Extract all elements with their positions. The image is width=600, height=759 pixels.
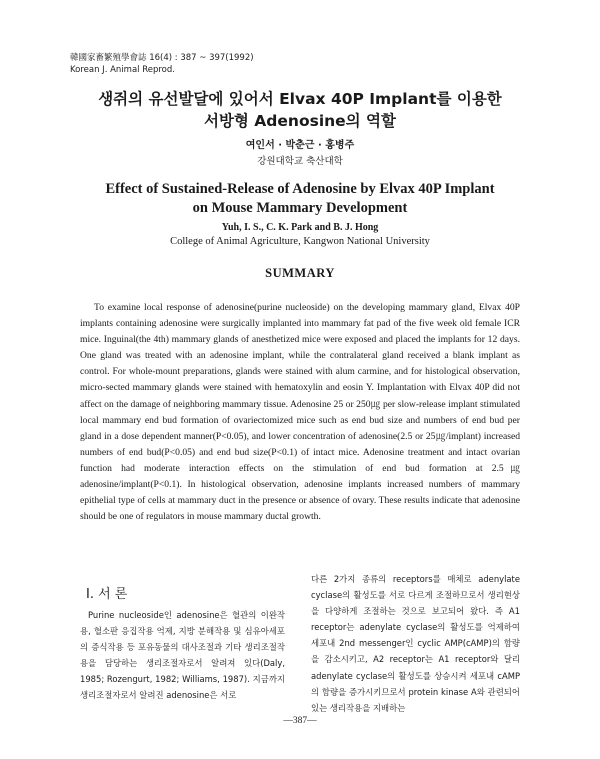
korean-authors: 여인서 · 박춘근 · 홍병주	[245, 140, 355, 151]
summary-text: To examine local response of adenosine(purine nucleoside) on the developing mammary gland, Elvax 40P implants containing adenosine were surgically implanted into mammary fat pad of the five week old female ICR mice. Inguinal(the 4th) mammary glands of anesthetized mice were exposed and placed the implants for 12 days. One gland was treated with an adenosine implant, while the contralateral gland received a blank implant as control. For whole-mount preparations, glands were stained with alum carmine, and for histological observation, micro-sected mammary glands were stained with hematoxylin and eosin Y. Implantation with Elvax 40P did not affect on the damage of neighboring mammary tissue. Adenosine 25 or 250㎍ per slow-release implant stimulated local mammary end bud formation of ovariectomized mice such as end bud size and numbers of end bud per gland in a dose dependent manner(P<0.05), and lower concentration of adenosine(2.5 or 25㎍/implant) increased numbers of end bud(P<0.05) and end bud size(P<0.1) of intact mice. Adenosine treatment and intact ovarian function had moderate interaction effects on the stimulation of end bud formation at 2.5㎍ adenosine/implant(P<0.1). In histological observation, adenosine implants increased numbers of mammary epithelial type of cells at mammary duct in the presence or absence of ovary. These results indicate that adenosine should be one of regulators in mouse mammary ductal growth.	[80, 302, 520, 523]
english-title-line-2: on Mouse Mammary Development	[192, 200, 408, 216]
korean-title-line-2: 서방형 Adenosine의 역할	[203, 112, 396, 130]
english-title-line-1: Effect of Sustained-Release of Adenosine by Elvax 40P Implant	[105, 181, 495, 197]
english-affiliation: College of Animal Agriculture, Kangwon National University	[170, 236, 430, 247]
summary-abstract	[80, 300, 520, 525]
intro-left-text: Purine nucleoside인 adenosine은 혈관의 이완작용, 혈소판 응집작용 억제, 지방 분해작용 및 심유아세포의 증식작용 등 포유동물의 대사조절과 기타 생리조절작용을 담당하는 생리조절자로서 알려져 있다(Daly, 1985; Rozengurt, 1982; Williams, 1987). 지금까지 생리조절자로서 알려진 adenosine은 서로	[80, 610, 285, 701]
english-title	[0, 180, 600, 218]
korean-title-line-1: 생쥐의 유선발달에 있어서 Elvax 40P Implant를 이용한	[98, 90, 502, 108]
intro-heading: Ⅰ. 서 론	[86, 587, 128, 602]
page-number: —387—	[283, 716, 317, 726]
intro-left-column	[80, 583, 285, 704]
intro-right-text: 다른 2가지 종류의 receptors를 매체로 adenylate cyclase의 활성도를 서로 다르게 조절하므로서 생리현상을 다양하게 조절하는 것으로 보고되어 왔다. 즉 A1 receptor는 adenylate cyclase의 활성도를 억제하여 세포내 2nd messenger인 cyclic AMP(cAMP)의 함량을 감소시키고, A2 receptor는 A1 receptor와 달리 adenylate cyclase의 활성도를 상승시켜 세포내 cAMP의 함량을 증가시키므로서 protein kinase A와 관련되어 있는 생리작용을 지배하는	[311, 574, 520, 713]
korean-affiliation: 강원대학교 축산대학	[257, 156, 343, 167]
summary-heading: SUMMARY	[265, 266, 335, 280]
english-authors: Yuh, I. S., C. K. Park and B. J. Hong	[221, 222, 379, 233]
journal-name-en: Korean J. Animal Reprod.	[70, 65, 175, 75]
korean-title	[0, 88, 600, 132]
journal-citation-kr: 韓國家畜繁殖學會誌 16(4) : 387 ~ 397(1992)	[70, 53, 254, 63]
journal-header	[70, 52, 254, 76]
intro-right-column	[311, 571, 520, 716]
